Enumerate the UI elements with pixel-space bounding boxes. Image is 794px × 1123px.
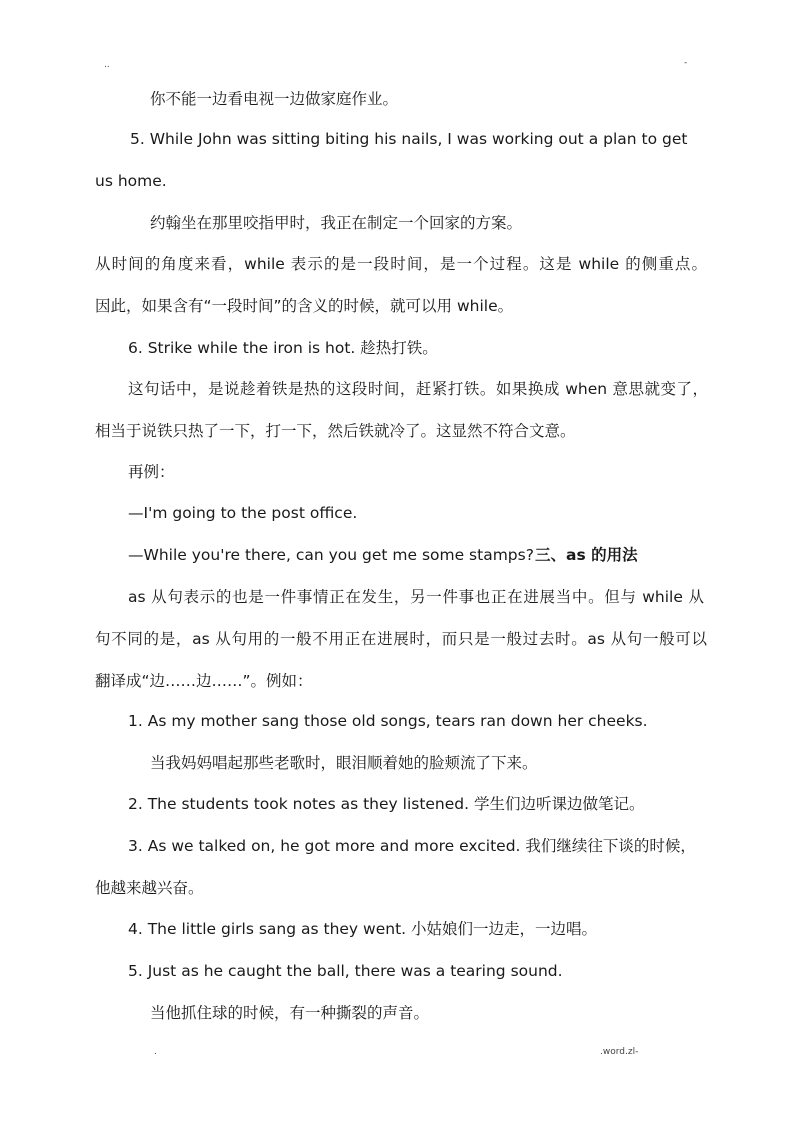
text-line-5: 从时间的角度来看，while 表示的是一段时间，是一个过程。这是 while 的侧重点。	[95, 255, 707, 273]
text-line-17: 当我妈妈唱起那些老歌时，眼泪顺着她的脸颊流了下来。	[150, 754, 538, 772]
section-heading: 三、as 的用法	[535, 546, 638, 564]
text-line-20: 他越来越兴奋。	[95, 879, 204, 897]
text-line-15: 翻译成“边……边……”。例如：	[95, 672, 313, 690]
footer-left-mark: .	[154, 1047, 157, 1057]
text-line-16: 1. As my mother sang those old songs, tears ran down her cheeks.	[128, 712, 648, 730]
text-line-1: 你不能一边看电视一边做家庭作业。	[150, 90, 399, 108]
text-line-11: —I'm going to the post office.	[128, 504, 358, 522]
text-line-8: 这句话中，是说趁着铁是热的这段时间，赶紧打铁。如果换成 when 意思就变了，	[128, 380, 708, 398]
header-right-mark: -	[684, 58, 688, 68]
text-line-14: 句不同的是，as 从句用的一般不用正在进展时，而只是一般过去时。as 从句一般可以	[95, 630, 707, 648]
text-line-19: 3. As we talked on, he got more and more excited. 我们继续往下谈的时候，	[128, 837, 696, 855]
text-line-9: 相当于说铁只热了一下，打一下，然后铁就冷了。这显然不符合文意。	[95, 422, 576, 440]
text-line-3: us home.	[95, 172, 167, 190]
text-line-10: 再例：	[128, 463, 175, 481]
text-line-6: 因此，如果含有“一段时间”的含义的时候，就可以用 while。	[95, 297, 514, 315]
text-line-2: 5. While John was sitting biting his nails, I was working out a plan to get	[130, 130, 688, 148]
text-line-13: as 从句表示的也是一件事情正在发生，另一件事也正在进展当中。但与 while 从	[128, 588, 704, 606]
text-line-7: 6. Strike while the iron is hot. 趁热打铁。	[128, 339, 438, 357]
text-line-23: 当他抓住球的时候，有一种撕裂的声音。	[150, 1004, 430, 1022]
footer-right-mark: .word.zl-	[600, 1047, 639, 1057]
header-left-mark: ..	[104, 60, 110, 70]
text-line-12: —While you're there, can you get me some stamps?	[128, 546, 534, 564]
text-line-22: 5. Just as he caught the ball, there was a tearing sound.	[128, 962, 563, 980]
text-line-4: 约翰坐在那里咬指甲时，我正在制定一个回家的方案。	[150, 214, 523, 232]
text-line-21: 4. The little girls sang as they went. 小姑娘们一边走，一边唱。	[128, 920, 598, 938]
text-line-18: 2. The students took notes as they listened. 学生们边听课边做笔记。	[128, 795, 645, 813]
